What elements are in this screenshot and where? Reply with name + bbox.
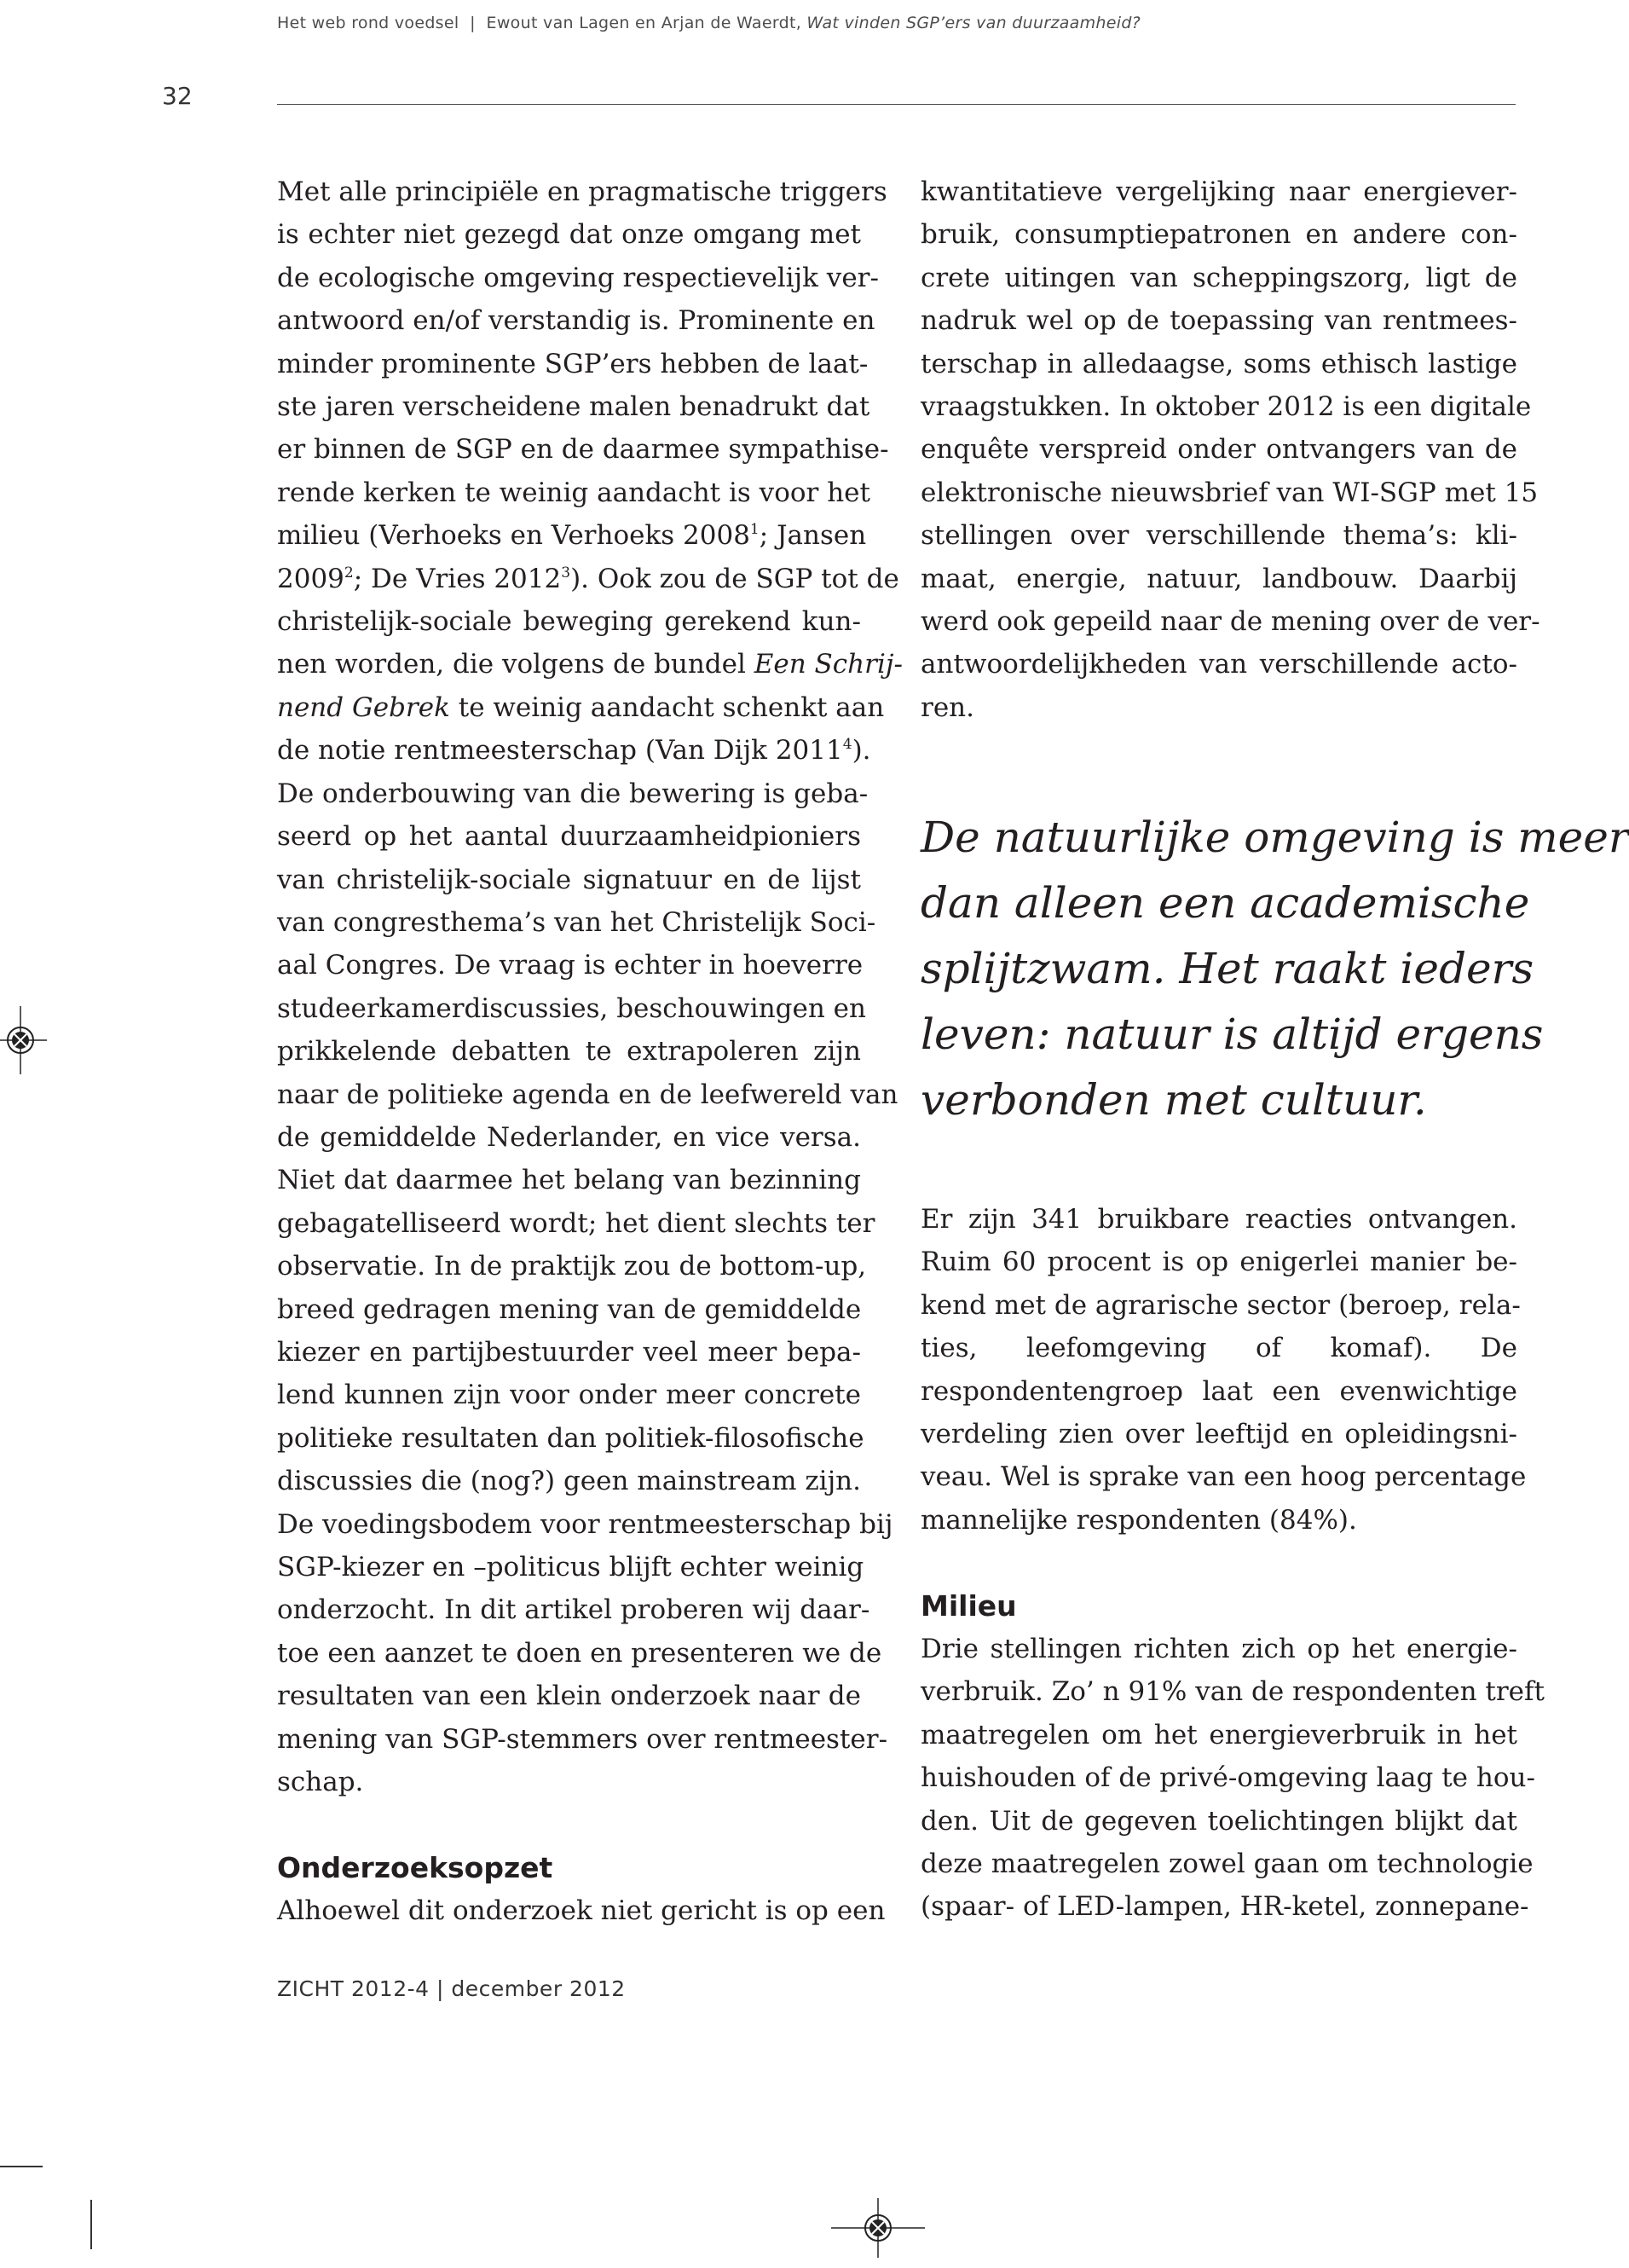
spacer xyxy=(277,1803,861,1846)
registration-mark-icon xyxy=(0,1006,51,1074)
text-line: werd ook gepeild naar de mening over de ver- xyxy=(921,606,1540,638)
text-line: gebagatelliseerd wordt; het dient slechts ter xyxy=(277,1207,875,1239)
text-line: huishouden of de privé-omgeving laag te hou- xyxy=(921,1762,1535,1794)
text-line: mannelijke respondenten (84%). xyxy=(921,1504,1357,1536)
text-line: ties, leefomgeving of komaf). De xyxy=(921,1333,1517,1364)
text-line: lend kunnen zijn voor onder meer concrete xyxy=(277,1380,861,1411)
text-line: de gemiddelde Nederlander, en vice versa. xyxy=(277,1121,861,1153)
text-line: Drie stellingen richten zich op het energie- xyxy=(921,1634,1517,1665)
text-line: prikkelende debatten te extrapoleren zijn xyxy=(277,1036,861,1067)
book-title: nend Gebrek xyxy=(277,691,450,723)
text-line: aal Congres. De vraag is echter in hoeverre xyxy=(277,950,864,981)
text-line: nen worden, die volgens de bundel Een Schrij- xyxy=(277,649,903,680)
text-line: ste jaren verscheidene malen benadrukt dat xyxy=(277,391,870,423)
pull-quote-line: verbonden met cultuur. xyxy=(921,1075,1427,1125)
text-line: is echter niet gezegd dat onze omgang met xyxy=(277,219,861,251)
text-line: Er zijn 341 bruikbare reacties ontvangen. xyxy=(921,1204,1517,1235)
text-line: Met alle principiële en pragmatische triggers xyxy=(277,176,887,207)
text-line: nadruk wel op de toepassing van rentmees- xyxy=(921,305,1517,337)
text-line: maatregelen om het energieverbruik in het xyxy=(921,1719,1517,1750)
text-line: de notie rentmeesterschap (Van Dijk 2011$^4$). xyxy=(277,735,871,767)
text-line: kiezer en partijbestuurder veel meer bepa- xyxy=(277,1336,861,1368)
text-line: antwoord en/of verstandig is. Prominente en xyxy=(277,305,875,337)
text-line: mening van SGP-stemmers over rentmeester- xyxy=(277,1723,888,1755)
footnote-ref: 3 xyxy=(561,564,571,581)
text-line: SGP-kiezer en –politicus blijft echter weinig xyxy=(277,1552,864,1582)
text-line: seerd op het aantal duurzaamheidpioniers xyxy=(277,821,861,853)
text-line: observatie. In de praktijk zou de bottom-up, xyxy=(277,1251,867,1282)
text-line: verdeling zien over leeftijd en opleidingsni- xyxy=(921,1419,1517,1450)
text-line: verbruik. Zo’ n 91% van de respondenten treft xyxy=(921,1676,1545,1708)
text-line: van congresthema’s van het Christelijk Soci- xyxy=(277,906,876,938)
text-line: De onderbouwing van die bewering is geba- xyxy=(277,778,869,809)
footnote-ref: 1 xyxy=(749,521,760,539)
pull-quote-line: dan alleen een academische xyxy=(921,878,1530,928)
crop-mark xyxy=(0,2166,43,2167)
text-line: ren. xyxy=(921,691,974,723)
text-line: nend Gebrek te weinig aandacht schenkt aan xyxy=(277,691,885,723)
text-line: minder prominente SGP’ers hebben de laat- xyxy=(277,348,869,379)
footnote-ref: 4 xyxy=(842,736,852,754)
text-line: studeerkamerdiscussies, beschouwingen en xyxy=(277,992,866,1024)
text-line: stellingen over verschillende thema’s: kli- xyxy=(921,520,1517,552)
text-line: bruik, consumptiepatronen en andere con- xyxy=(921,219,1517,251)
pull-quote-line: leven: natuur is altijd ergens xyxy=(921,1010,1544,1059)
spacer xyxy=(921,1542,1517,1584)
text-line: onderzocht. In dit artikel proberen wij daar- xyxy=(277,1594,870,1626)
page-footer: ZICHT 2012-4 | december 2012 xyxy=(277,1976,626,2001)
crop-mark xyxy=(90,2200,92,2249)
text-line: er binnen de SGP en de daarmee sympathise- xyxy=(277,434,889,466)
text-line: De voedingsbodem voor rentmeesterschap bij xyxy=(277,1508,893,1540)
pull-quote-line: De natuurlijke omgeving is meer xyxy=(921,813,1629,862)
section-heading-onderzoeksopzet: Onderzoeksopzet xyxy=(277,1850,553,1884)
text-line: resultaten van een klein onderzoek naar de xyxy=(277,1681,861,1712)
text-line: deze maatregelen zowel gaan om technologie xyxy=(921,1849,1534,1880)
text-line: christelijk-sociale beweging gerekend kun- xyxy=(277,606,861,638)
header-rule xyxy=(277,104,1516,105)
text-line: schap. xyxy=(277,1767,364,1798)
page-number: 32 xyxy=(162,82,193,110)
text-line: maat, energie, natuur, landbouw. Daarbij xyxy=(921,563,1517,594)
running-head-separator: | xyxy=(470,14,476,32)
text-line: van christelijk-sociale signatuur en de lijst xyxy=(277,864,861,895)
text-line: Niet dat daarmee het belang van bezinning xyxy=(277,1165,861,1196)
running-head-article-title: Wat vinden SGP’ers van duurzaamheid? xyxy=(806,14,1141,32)
text-line: kend met de agrarische sector (beroep, rela- xyxy=(921,1289,1521,1321)
text-line: politieke resultaten dan politiek-filosofische xyxy=(277,1422,864,1454)
right-column xyxy=(921,171,1540,729)
pull-quote xyxy=(921,805,1629,1133)
text-line: elektronische nieuwsbrief van WI-SGP met 15 xyxy=(921,477,1539,508)
pull-quote-line: splijtzwam. Het raakt ieders xyxy=(921,944,1534,993)
text-line: rende kerken te weinig aandacht is voor het xyxy=(277,477,870,508)
text-line: terschap in alledaagse, soms ethisch lastige xyxy=(921,348,1517,379)
running-head-journal: Het web rond voedsel xyxy=(277,14,459,32)
text-line: enquête verspreid onder ontvangers van de xyxy=(921,434,1517,466)
text-line: antwoordelijkheden van verschillende acto- xyxy=(921,649,1517,680)
text-line: Ruim 60 procent is op enigerlei manier be- xyxy=(921,1247,1517,1278)
book-title: Een Schrij- xyxy=(754,649,903,680)
text-line: Alhoewel dit onderzoek niet gericht is op een xyxy=(277,1895,886,1927)
registration-mark-icon xyxy=(831,2198,925,2258)
running-head-authors: Ewout van Lagen en Arjan de Waerdt, xyxy=(486,14,802,32)
running-head xyxy=(277,14,1141,32)
text-line: milieu (Verhoeks en Verhoeks 2008$^1$; Jansen xyxy=(277,520,867,552)
text-line: 2009$^2$; De Vries 2012$^3$). Ook zou de SGP tot de xyxy=(277,563,899,594)
text-line: crete uitingen van scheppingszorg, ligt de xyxy=(921,262,1517,293)
text-line: den. Uit de gegeven toelichtingen blijkt dat xyxy=(921,1805,1517,1837)
left-column xyxy=(277,171,903,1933)
section-heading-milieu: Milieu xyxy=(921,1588,1017,1623)
text-line: veau. Wel is sprake van een hoog percentage xyxy=(921,1461,1527,1493)
text-line: respondentengroep laat een evenwichtige xyxy=(921,1375,1517,1407)
text-line: (spaar- of LED-lampen, HR-ketel, zonnepane- xyxy=(921,1891,1529,1923)
text-line: breed gedragen mening van de gemiddelde xyxy=(277,1293,862,1325)
footnote-ref: 2 xyxy=(344,564,354,581)
text-line: vraagstukken. In oktober 2012 is een digitale xyxy=(921,391,1532,423)
text-line: de ecologische omgeving respectievelijk ver- xyxy=(277,262,879,293)
text-line: naar de politieke agenda en de leefwereld van xyxy=(277,1079,898,1110)
text-line: discussies die (nog?) geen mainstream zijn. xyxy=(277,1466,861,1497)
right-column-lower xyxy=(921,1198,1545,1929)
text-line: kwantitatieve vergelijking naar energiever- xyxy=(921,176,1517,207)
text-line: toe een aanzet te doen en presenteren we de xyxy=(277,1637,882,1669)
